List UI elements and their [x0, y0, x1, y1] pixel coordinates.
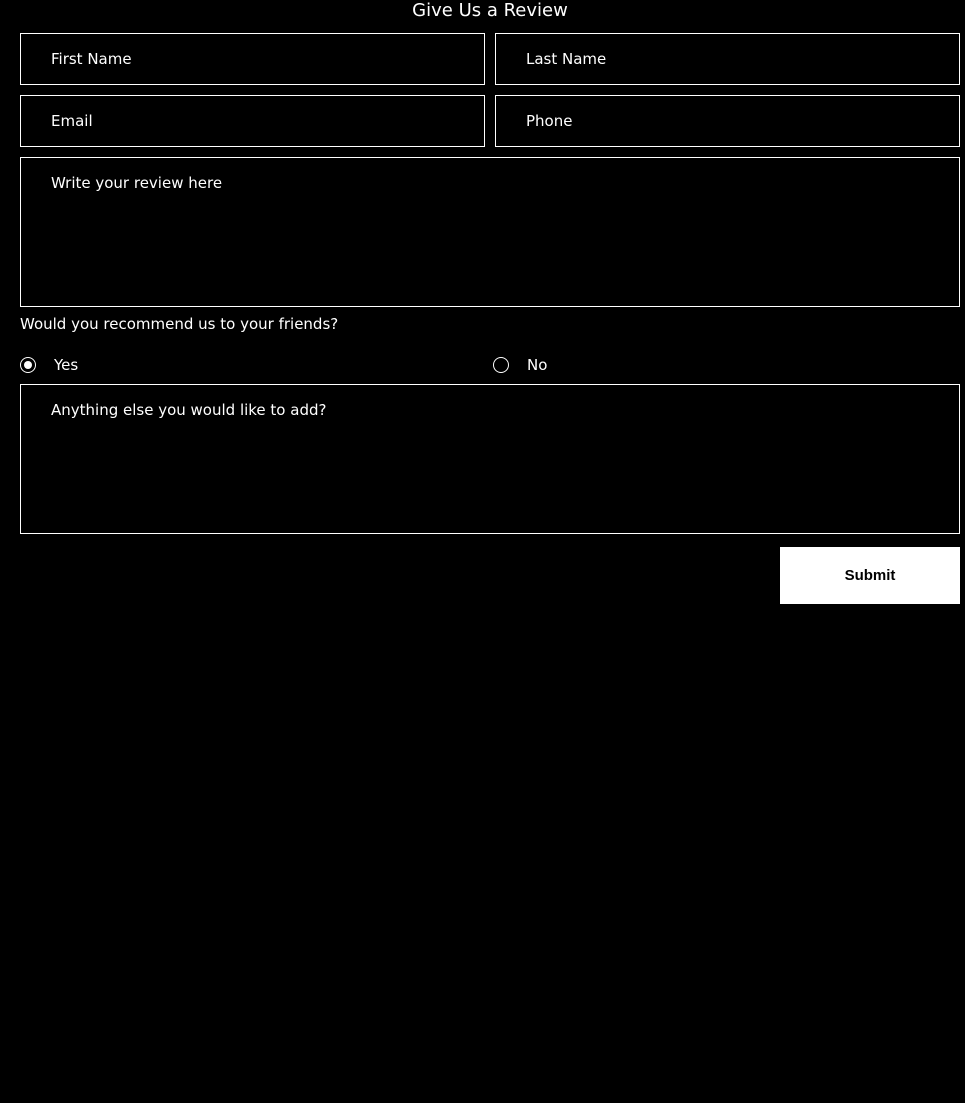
recommend-yes-label: Yes: [54, 356, 79, 374]
last-name-field[interactable]: [495, 33, 960, 85]
recommend-yes-option[interactable]: [20, 354, 78, 376]
radio-selected-icon[interactable]: [20, 357, 36, 373]
first-name-field[interactable]: [20, 33, 485, 85]
review-textarea[interactable]: [20, 157, 960, 307]
radio-unselected-icon[interactable]: [493, 357, 509, 373]
recommend-no-option[interactable]: [493, 354, 547, 376]
phone-field[interactable]: [495, 95, 960, 147]
form-title: Give Us a Review: [412, 0, 568, 21]
recommend-question: Would you recommend us to your friends?: [20, 315, 339, 333]
recommend-no-label: No: [527, 356, 548, 374]
submit-button[interactable]: Submit: [780, 547, 960, 604]
extra-comments-textarea[interactable]: [20, 384, 960, 534]
email-field[interactable]: [20, 95, 485, 147]
